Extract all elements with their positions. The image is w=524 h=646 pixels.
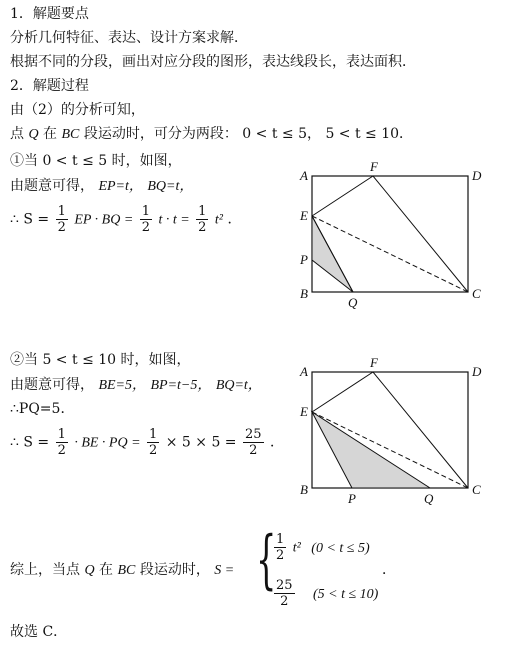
intro-line: 由（2）的分析可知， [10, 102, 145, 118]
text: ． [227, 211, 242, 228]
text: 在 [43, 126, 58, 142]
label-q: Q [348, 295, 358, 310]
denominator: 2 [149, 443, 158, 458]
answer-line: 故选 C． [10, 624, 68, 640]
label-f: F [370, 356, 378, 370]
label-c: C [472, 286, 481, 301]
denominator: 2 [141, 220, 151, 235]
label-d: D [472, 168, 482, 183]
text: 段运动时， [139, 562, 210, 578]
case2-given [10, 375, 262, 396]
segment-bc: BC [61, 127, 80, 142]
label-c: C [472, 482, 481, 497]
case1-heading [10, 151, 182, 171]
label-e: E [300, 404, 308, 419]
t-squared: t² [292, 540, 301, 556]
text: ∴ S = [10, 434, 50, 451]
label-b: B [300, 482, 308, 497]
point-q: Q [84, 563, 95, 578]
text: 点 [10, 126, 24, 142]
text: ． [270, 434, 284, 451]
denominator: 2 [276, 548, 285, 563]
label-d: D [472, 364, 482, 379]
summary-line [10, 560, 234, 581]
fraction-half [147, 427, 159, 458]
case1-area-formula [10, 204, 241, 235]
section-2-title: 2．解题过程 [10, 78, 89, 94]
label-b: B [300, 286, 308, 301]
case1-range: (0 < t ≤ 5) [311, 540, 370, 556]
text: 在 [99, 562, 114, 578]
case2-heading [10, 350, 191, 370]
fraction-25-over-2 [243, 427, 264, 458]
numerator: 1 [276, 532, 285, 547]
case2-area-formula [10, 427, 284, 458]
fraction-half [56, 427, 68, 458]
label-p: P [300, 252, 308, 267]
summary-end: ． [382, 562, 396, 578]
piecewise-brace: { [256, 523, 277, 597]
text: 时，如图， [120, 352, 191, 368]
text: t · t = [158, 212, 190, 228]
text: · BE · PQ = [74, 435, 141, 451]
case2-range: (5 < t ≤ 10) [313, 586, 379, 602]
denominator: 2 [57, 220, 66, 235]
figure-2 [298, 356, 498, 506]
text: 时，如图， [111, 153, 182, 169]
range-2: 5 < t ≤ 10． [325, 126, 414, 142]
fraction-half [274, 532, 286, 563]
label-e: E [300, 208, 308, 223]
numerator: 1 [57, 204, 66, 219]
figure-1 [298, 160, 498, 310]
ep-value: EP=t， [98, 179, 143, 194]
fraction-half [56, 204, 68, 235]
label-a: A [300, 364, 308, 379]
numerator: 1 [57, 427, 66, 442]
text: ∴ S = [10, 211, 50, 228]
bq-value: BQ=t， [147, 179, 194, 194]
text: EP · BQ = [74, 212, 134, 228]
text: × 5 × 5 = [165, 434, 237, 451]
segment-line [10, 124, 413, 145]
dashed-ec [312, 216, 468, 292]
case1-condition: 0 < t ≤ 5 [42, 153, 108, 169]
fraction-half [140, 204, 152, 235]
text: 由题意可得， [10, 178, 94, 194]
fraction-25-over-2 [274, 578, 295, 609]
range-1: 0 < t ≤ 5， [242, 126, 321, 142]
piecewise-case-2 [272, 578, 378, 609]
label-q: Q [424, 491, 434, 506]
denominator: 2 [198, 220, 207, 235]
label-a: A [300, 168, 308, 183]
label-p: P [348, 491, 356, 506]
numerator: 25 [245, 427, 262, 442]
case2-condition: 5 < t ≤ 10 [42, 352, 117, 368]
section-1-title: 1．解题要点 [10, 6, 89, 22]
s-equals: S = [214, 563, 235, 578]
text: ①当 [10, 153, 38, 169]
piecewise-case-1 [272, 532, 370, 563]
label-f: F [370, 160, 378, 174]
denominator: 2 [57, 443, 66, 458]
text: 综上，当点 [10, 562, 80, 578]
fraction-half [196, 204, 208, 235]
t-squared: t² [214, 212, 223, 228]
bp-value: BP=t−5， [150, 378, 212, 393]
text: ②当 [10, 352, 38, 368]
case1-given [10, 176, 193, 197]
shaded-triangle [312, 412, 430, 488]
point-q: Q [28, 127, 39, 142]
numerator: 1 [149, 427, 158, 442]
method-line: 根据不同的分段，画出对应分段的图形，表达线段长，表达面积． [10, 54, 416, 70]
numerator: 25 [276, 578, 293, 593]
be-value: BE=5， [98, 378, 147, 393]
text: 段运动时，可分为两段： [83, 126, 238, 142]
analysis-line: 分析几何特征、表达、设计方案求解． [10, 30, 248, 46]
numerator: 1 [141, 204, 151, 219]
segment-bc: BC [117, 563, 136, 578]
bq-value: BQ=t， [215, 378, 262, 393]
text: 由题意可得， [10, 377, 94, 393]
pq-line: ∴PQ=5． [10, 401, 75, 417]
numerator: 1 [198, 204, 207, 219]
denominator: 2 [280, 594, 289, 609]
denominator: 2 [249, 443, 258, 458]
